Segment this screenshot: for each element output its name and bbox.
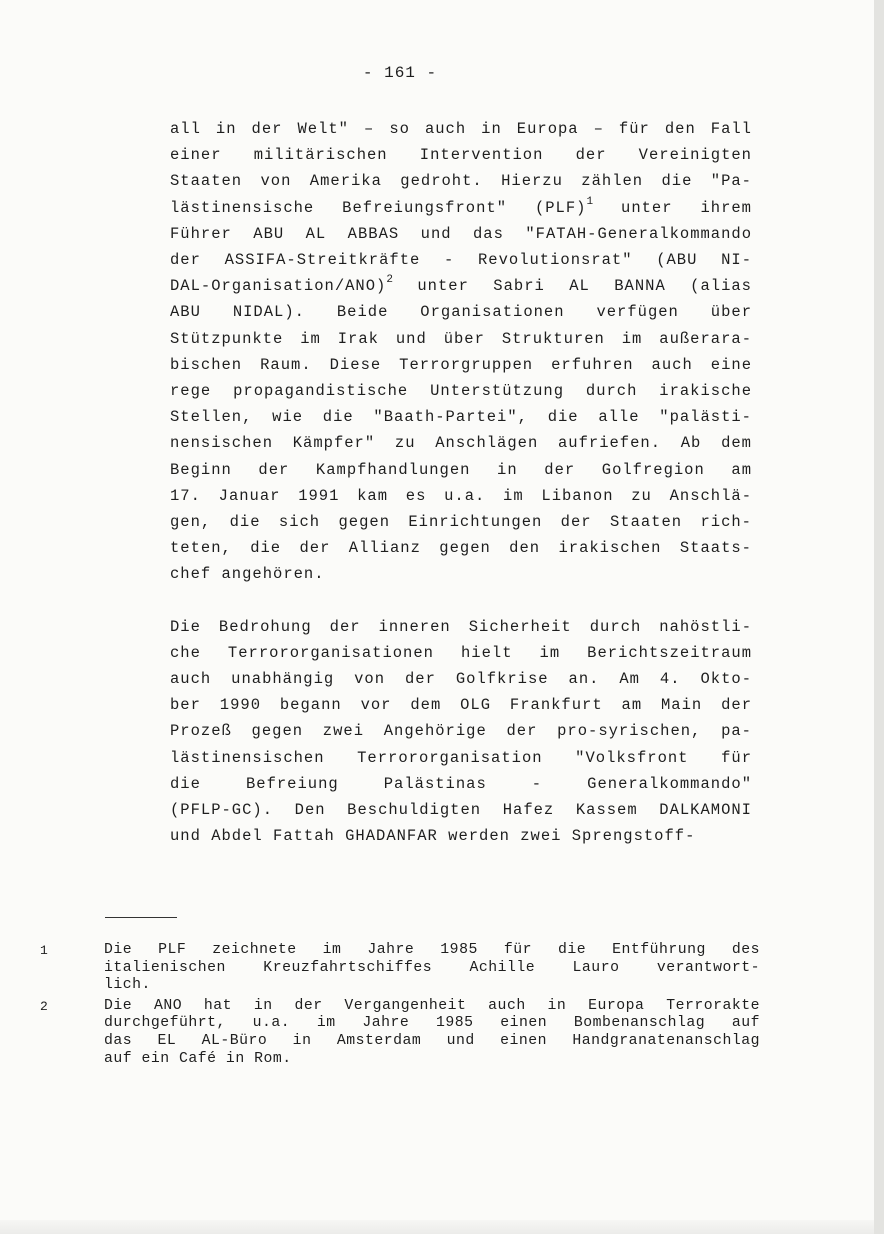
footnote-separator [105, 917, 177, 918]
text-line: Stützpunkte im Irak und über Strukturen im außerara- [170, 329, 752, 348]
body-text [170, 116, 752, 849]
text-line: nensischen Kämpfer" zu Anschlägen aufriefen. Ab dem [170, 434, 752, 453]
footnote-line: auf ein Café in Rom. [104, 1050, 292, 1067]
text-line: ABU NIDAL). Beide Organisationen verfügen über [170, 303, 752, 322]
scan-edge-shadow [0, 1220, 874, 1234]
paragraph-1 [170, 116, 752, 588]
paragraph-2 [170, 614, 752, 850]
text-line: Beginn der Kampfhandlungen in der Golfregion am [170, 460, 752, 479]
text-line: der ASSIFA-Streitkräfte - Revolutionsrat" (ABU NI- [170, 251, 752, 270]
footnote-line: durchgeführt, u.a. im Jahre 1985 einen Bombenanschlag auf [104, 1015, 760, 1032]
text-line: auch unabhängig von der Golfkrise an. Am 4. Okto- [170, 670, 752, 689]
footnote-line: italienischen Kreuzfahrtschiffes Achille Lauro verantwort- [104, 959, 760, 976]
footnote-line: Die PLF zeichnete im Jahre 1985 für die Entführung des [104, 942, 760, 958]
text-segment: lästinensische Befreiungsfront" (PLF) [170, 198, 587, 217]
footnote-line: das EL AL-Büro in Amsterdam und einen Handgranatenanschlag [104, 1032, 760, 1049]
text-line-with-footnote-ref [170, 195, 752, 221]
text-line: all in der Welt" – so auch in Europa – für den Fall [170, 120, 752, 138]
footnote-marker: 1 [40, 943, 49, 958]
text-line: gen, die sich gegen Einrichtungen der Staaten rich- [170, 513, 752, 532]
footnote-ref-2: 2 [386, 274, 393, 287]
page-number: - 161 - [362, 64, 438, 82]
footnote-line: Die ANO hat in der Vergangenheit auch in Europa Terrorakte [104, 997, 760, 1014]
text-line: 17. Januar 1991 kam es u.a. im Libanon zu Anschlä- [170, 486, 752, 505]
footnote-ref-1: 1 [586, 195, 594, 208]
footnote-2 [40, 998, 760, 1068]
text-line: und Abdel Fattah GHADANFAR werden zwei Sprengstoff- [170, 827, 696, 846]
text-line: teten, die der Allianz gegen den irakischen Staats- [170, 539, 752, 558]
text-line: die Befreiung Palästinas - Generalkommando" [170, 774, 752, 793]
text-line: Führer ABU AL ABBAS und das "FATAH-Generalkommando [170, 224, 752, 243]
text-segment: DAL-Organisation/ANO) [170, 277, 387, 296]
text-line: Staaten von Amerika gedroht. Hierzu zählen die "Pa- [170, 172, 752, 191]
text-line: Die Bedrohung der inneren Sicherheit durch nahöstli- [170, 617, 752, 636]
text-line: ber 1990 begann vor dem OLG Frankfurt am Main der [170, 696, 752, 715]
text-line: Stellen, wie die "Baath-Partei", die alle "palästi- [170, 408, 752, 427]
text-line: bischen Raum. Diese Terrorgruppen erfuhren auch eine [170, 355, 752, 374]
text-line-with-footnote-ref [170, 273, 752, 299]
text-line: lästinensischen Terrororganisation "Volksfront für [170, 748, 752, 767]
text-line: (PFLP-GC). Den Beschuldigten Hafez Kassem DALKAMONI [170, 801, 752, 820]
text-line: einer militärischen Intervention der Vereinigten [170, 146, 752, 165]
paragraph-spacer [170, 588, 752, 614]
footnote-1 [40, 942, 760, 995]
text-line: Prozeß gegen zwei Angehörige der pro-syrischen, pa- [170, 722, 752, 741]
text-line: rege propagandistische Unterstützung durch irakische [170, 382, 752, 401]
text-line: chef angehören. [170, 565, 325, 584]
text-segment: unter ihrem [621, 198, 752, 217]
footnote-marker: 2 [40, 998, 49, 1014]
footnote-line: lich. [104, 977, 151, 994]
text-segment: unter Sabri AL BANNA (alias [417, 277, 752, 296]
text-line: che Terrororganisationen hielt im Berichtszeitraum [170, 643, 752, 662]
footnotes [40, 942, 760, 1071]
